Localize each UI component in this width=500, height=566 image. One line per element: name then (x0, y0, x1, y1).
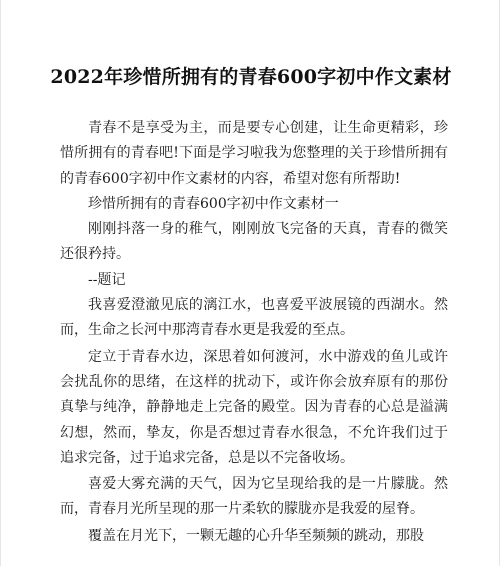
document-body (60, 116, 448, 549)
epigraph-label: --题记 (88, 271, 126, 288)
body-paragraph: 定立于青春水边，深思着如何渡河，水中游戏的鱼儿或许会扰乱你的思绪，在这样的扰动下，或许你会放弃原有的那份真挚与纯净，静静地走上完备的殿堂。因为青春的心总是溢满幻想，然而，挚友，你是否想过青春水很急，不允许我们过于追求完备，过于追求完备，总是以不完备收场。 (60, 348, 448, 466)
intro-paragraph: 青春不是享受为主，而是要专心创建，让生命更精彩，珍惜所拥有的青春吧!下面是学习啦我为您整理的关于珍惜所拥有的青春600字初中作文素材的内容，希望对您有所帮助! (60, 120, 448, 187)
body-paragraph: 我喜爱澄澈见底的漓江水，也喜爱平波展镜的西湖水。然而，生命之长河中那湾青春水更是我爱的至点。 (60, 297, 448, 339)
body-paragraph: 刚刚抖落一身的稚气，刚刚放飞完备的天真，青春的微笑还很矜持。 (60, 221, 448, 263)
body-paragraph: 覆盖在月光下，一颗无趣的心升华至频频的跳动，那股 (88, 527, 424, 544)
section-heading: 珍惜所拥有的青春600字初中作文素材一 (88, 195, 339, 212)
document-title: 2022年珍惜所拥有的青春600字初中作文素材 (50, 66, 452, 88)
body-paragraph: 喜爱大雾充满的天气，因为它呈现给我的是一片朦胧。然而，青春月光所呈现的那一片柔软的朦胧亦是我爱的屋脊。 (60, 476, 448, 518)
